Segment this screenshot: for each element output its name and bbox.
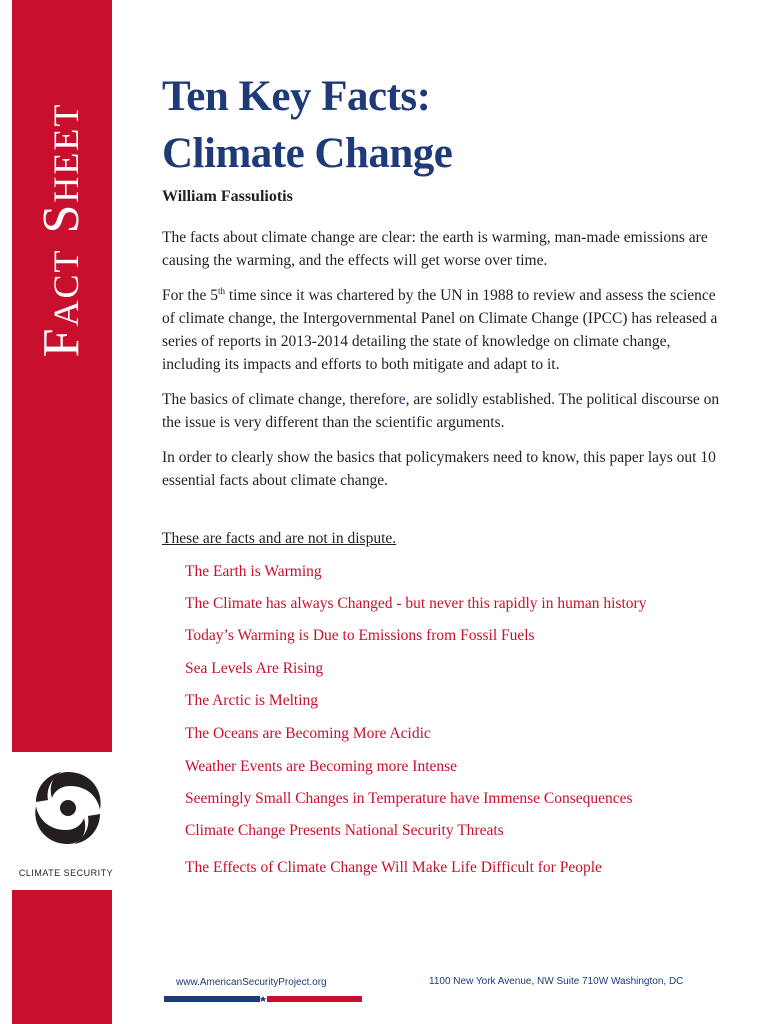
- flag-stripe-divider: [164, 996, 362, 1002]
- paragraph-4: In order to clearly show the basics that policymakers need to know, this paper lays out 10 essential facts about climate change.: [162, 449, 716, 489]
- author-name: William Fassuliotis: [162, 188, 293, 205]
- fact-item: The Effects of Climate Change Will Make Life Difficult for People: [185, 859, 602, 876]
- footer-address: 1100 New York Avenue, NW Suite 710W Washington, DC: [429, 976, 684, 987]
- fact-item: The Earth is Warming: [185, 563, 322, 580]
- swirl-logo-icon: [30, 768, 106, 848]
- fact-item: The Arctic is Melting: [185, 692, 319, 709]
- fact-sheet-label: Fact Sheet: [33, 102, 90, 358]
- fact-item: Seemingly Small Changes in Temperature have Immense Consequences: [185, 790, 633, 807]
- fact-item: Sea Levels Are Rising: [185, 660, 324, 677]
- fact-item: Climate Change Presents National Security Threats: [185, 822, 504, 839]
- fact-item: The Oceans are Becoming More Acidic: [185, 725, 431, 742]
- paragraph-3: The basics of climate change, therefore, are solidly established. The political discourse on the issue is very different than the scientific arguments.: [162, 391, 720, 431]
- facts-heading: These are facts and are not in dispute.: [162, 530, 397, 547]
- title-line-2: Climate Change: [162, 130, 453, 177]
- title-line-1: Ten Key Facts:: [162, 73, 431, 120]
- intro-section: [162, 226, 722, 504]
- footer-website-link[interactable]: www.AmericanSecurityProject.org: [176, 977, 327, 988]
- fact-item: Weather Events are Becoming more Intense: [185, 758, 458, 775]
- paragraph-2: For the 5th time since it was chartered by the UN in 1988 to review and assess the science of climate change, the Intergovernmental Panel on Climate Change (IPCC) has released a series of reports in 2013-2014 detailing the state of knowledge on climate change, including its impacts and efforts to both mitigate and adapt to it.: [162, 285, 718, 373]
- logo-caption: CLIMATE SECURITY: [18, 868, 114, 878]
- sidebar-red-band-bottom: [12, 890, 112, 1024]
- fact-item: The Climate has always Changed - but never this rapidly in human history: [185, 595, 647, 612]
- page-title: [162, 68, 452, 182]
- fact-item: Today’s Warming is Due to Emissions from Fossil Fuels: [185, 627, 535, 644]
- paragraph-1: The facts about climate change are clear: the earth is warming, man-made emissions are causing the warming, and the effects will get worse over time.: [162, 229, 708, 269]
